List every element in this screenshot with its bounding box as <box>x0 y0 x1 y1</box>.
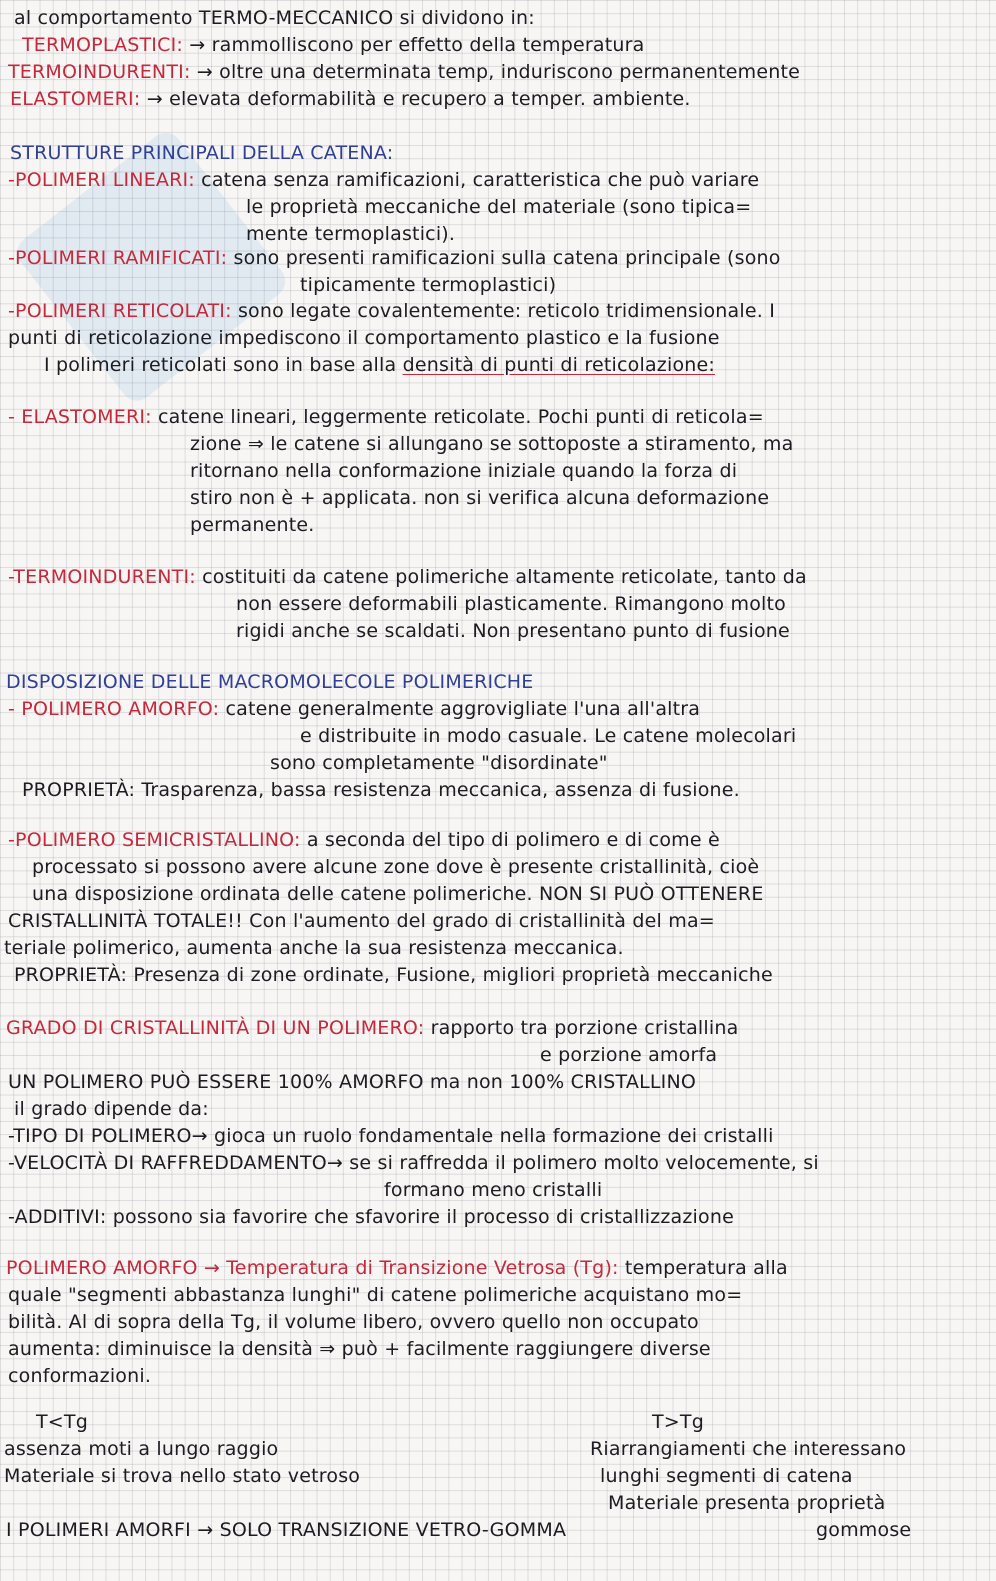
grado-line2: e porzione amorfa <box>540 1044 718 1066</box>
grado-velocita-line2: formano meno cristalli <box>384 1179 603 1201</box>
termoplastici-row <box>22 33 645 57</box>
tg-text: temperatura alla <box>624 1257 788 1279</box>
tg-right-line1: Riarrangiamenti che interessano <box>590 1438 907 1460</box>
ramificati-line2: tipicamente termoplastici) <box>300 274 557 296</box>
elastomeri-struct-row <box>8 405 764 429</box>
lineari-label: -POLIMERI LINEARI: <box>8 169 195 191</box>
grado-label: GRADO DI CRISTALLINITÀ DI UN POLIMERO: <box>6 1017 425 1039</box>
tg-line5: conformazioni. <box>8 1365 152 1387</box>
grado-additivi: -ADDITIVI: possono sia favorire che sfavorire il processo di cristallizzazione <box>8 1206 734 1228</box>
elastomeri-text: → elevata deformabilità e recupero a temper. ambiente. <box>146 88 691 110</box>
semicristallino-text: a seconda del tipo di polimero e di come è <box>306 829 720 851</box>
strutture-title: STRUTTURE PRINCIPALI DELLA CATENA: <box>10 142 394 164</box>
tg-left-line2: Materiale si trova nello stato vetroso <box>4 1465 361 1487</box>
lineari-line2: le proprietà meccaniche del materiale (sono tipica= <box>246 196 752 218</box>
grado-depends: il grado dipende da: <box>14 1098 209 1120</box>
tg-right-line4: gommose <box>816 1519 912 1541</box>
termoindurenti-struct-label: -TERMOINDURENTI: <box>8 566 196 588</box>
ramificati-row <box>8 246 781 270</box>
reticolati-line3 <box>44 353 715 377</box>
amorfo-proprieta: PROPRIETÀ: Trasparenza, bassa resistenza meccanica, assenza di fusione. <box>22 779 740 801</box>
termoindurenti-struct-row <box>8 565 807 589</box>
termoindurenti-struct-line2: non essere deformabili plasticamente. Rimangono molto <box>236 593 786 615</box>
reticolati-underlined: densità di punti di reticolazione: <box>402 354 715 376</box>
grado-row <box>6 1016 738 1040</box>
lineari-row <box>8 168 759 192</box>
amorfo-label: - POLIMERO AMORFO: <box>8 698 220 720</box>
semicristallino-proprieta: PROPRIETÀ: Presenza di zone ordinate, Fusione, migliori proprietà meccaniche <box>14 964 773 986</box>
elastomeri-struct-line5: permanente. <box>190 514 315 536</box>
semicristallino-line5: teriale polimerico, aumenta anche la sua resistenza meccanica. <box>4 937 624 959</box>
termoindurenti-text: → oltre una determinata temp, induriscono permanentemente <box>196 61 801 83</box>
tg-left-line1: assenza moti a lungo raggio <box>4 1438 279 1460</box>
amorfo-line3: sono completamente "disordinate" <box>270 752 608 774</box>
elastomeri-struct-line2: zione ⇒ le catene si allungano se sottoposte a stiramento, ma <box>190 433 794 455</box>
grado-text: rapporto tra porzione cristallina <box>430 1017 739 1039</box>
termoindurenti-struct-text: costituiti da catene polimeriche altamente reticolate, tanto da <box>202 566 807 588</box>
tg-right-line2: lunghi segmenti di catena <box>600 1465 853 1487</box>
reticolati-row <box>8 299 775 323</box>
ramificati-label: -POLIMERI RAMIFICATI: <box>8 247 228 269</box>
tg-left-heading: T<Tg <box>36 1411 88 1433</box>
semicristallino-line2: processato si possono avere alcune zone dove è presente cristallinità, cioè <box>32 856 760 878</box>
semicristallino-row <box>8 828 720 852</box>
tg-label: POLIMERO AMORFO → Temperatura di Transizione Vetrosa (Tg): <box>6 1257 619 1279</box>
lineari-text: catena senza ramificazioni, caratteristica che può variare <box>201 169 760 191</box>
ramificati-text: sono presenti ramificazioni sulla catena principale (sono <box>233 247 781 269</box>
elastomeri-struct-text: catene lineari, leggermente reticolate. Pochi punti di reticola= <box>158 406 764 428</box>
elastomeri-struct-line3: ritornano nella conformazione iniziale quando la forza di <box>190 460 738 482</box>
grado-statement: UN POLIMERO PUÒ ESSERE 100% AMORFO ma non 100% CRISTALLINO <box>8 1071 697 1093</box>
semicristallino-line4: CRISTALLINITÀ TOTALE!! Con l'aumento del grado di cristallinità del ma= <box>8 910 715 932</box>
amorfo-row <box>8 697 700 721</box>
tg-line3: bilità. Al di sopra della Tg, il volume libero, ovvero quello non occupato <box>8 1311 699 1333</box>
semicristallino-label: -POLIMERO SEMICRISTALLINO: <box>8 829 301 851</box>
tg-right-heading: T>Tg <box>652 1411 704 1433</box>
reticolati-line3-text: I polimeri reticolati sono in base alla <box>44 354 397 376</box>
elastomeri-label: ELASTOMERI: <box>10 88 141 110</box>
grado-tipo: -TIPO DI POLIMERO→ gioca un ruolo fondamentale nella formazione dei cristalli <box>8 1125 774 1147</box>
amorfo-line2: e distribuite in modo casuale. Le catene molecolari <box>300 725 797 747</box>
tg-line2: quale "segmenti abbastanza lunghi" di catene polimeriche acquistano mo= <box>8 1284 743 1306</box>
tg-final: I POLIMERI AMORFI → SOLO TRANSIZIONE VETRO-GOMMA <box>6 1519 567 1541</box>
tg-line4: aumenta: diminuisce la densità ⇒ può + facilmente raggiungere diverse <box>8 1338 711 1360</box>
semicristallino-line3: una disposizione ordinata delle catene polimeriche. NON SI PUÒ OTTENERE <box>32 883 764 905</box>
termoindurenti-row <box>8 60 800 84</box>
reticolati-line2: punti di reticolazione impediscono il comportamento plastico e la fusione <box>8 327 720 349</box>
amorfo-text: catene generalmente aggrovigliate l'una all'altra <box>225 698 701 720</box>
elastomeri-row <box>10 87 691 111</box>
elastomeri-struct-line4: stiro non è + applicata. non si verifica alcuna deformazione <box>190 487 770 509</box>
intro-line: al comportamento TERMO-MECCANICO si dividono in: <box>14 7 535 29</box>
reticolati-label: -POLIMERI RETICOLATI: <box>8 300 232 322</box>
grado-velocita: -VELOCITÀ DI RAFFREDDAMENTO→ se si raffredda il polimero molto velocemente, si <box>8 1152 819 1174</box>
elastomeri-struct-label: - ELASTOMERI: <box>8 406 152 428</box>
termoplastici-label: TERMOPLASTICI: <box>22 34 183 56</box>
disposizione-title: DISPOSIZIONE DELLE MACROMOLECOLE POLIMERICHE <box>6 671 534 693</box>
lineari-line3: mente termoplastici). <box>246 223 456 245</box>
termoplastici-text: → rammolliscono per effetto della temperatura <box>189 34 645 56</box>
tg-row <box>6 1256 788 1280</box>
termoindurenti-struct-line3: rigidi anche se scaldati. Non presentano punto di fusione <box>236 620 790 642</box>
tg-right-line3: Materiale presenta proprietà <box>608 1492 886 1514</box>
reticolati-text: sono legate covalentemente: reticolo tridimensionale. I <box>237 300 776 322</box>
termoindurenti-label: TERMOINDURENTI: <box>8 61 191 83</box>
